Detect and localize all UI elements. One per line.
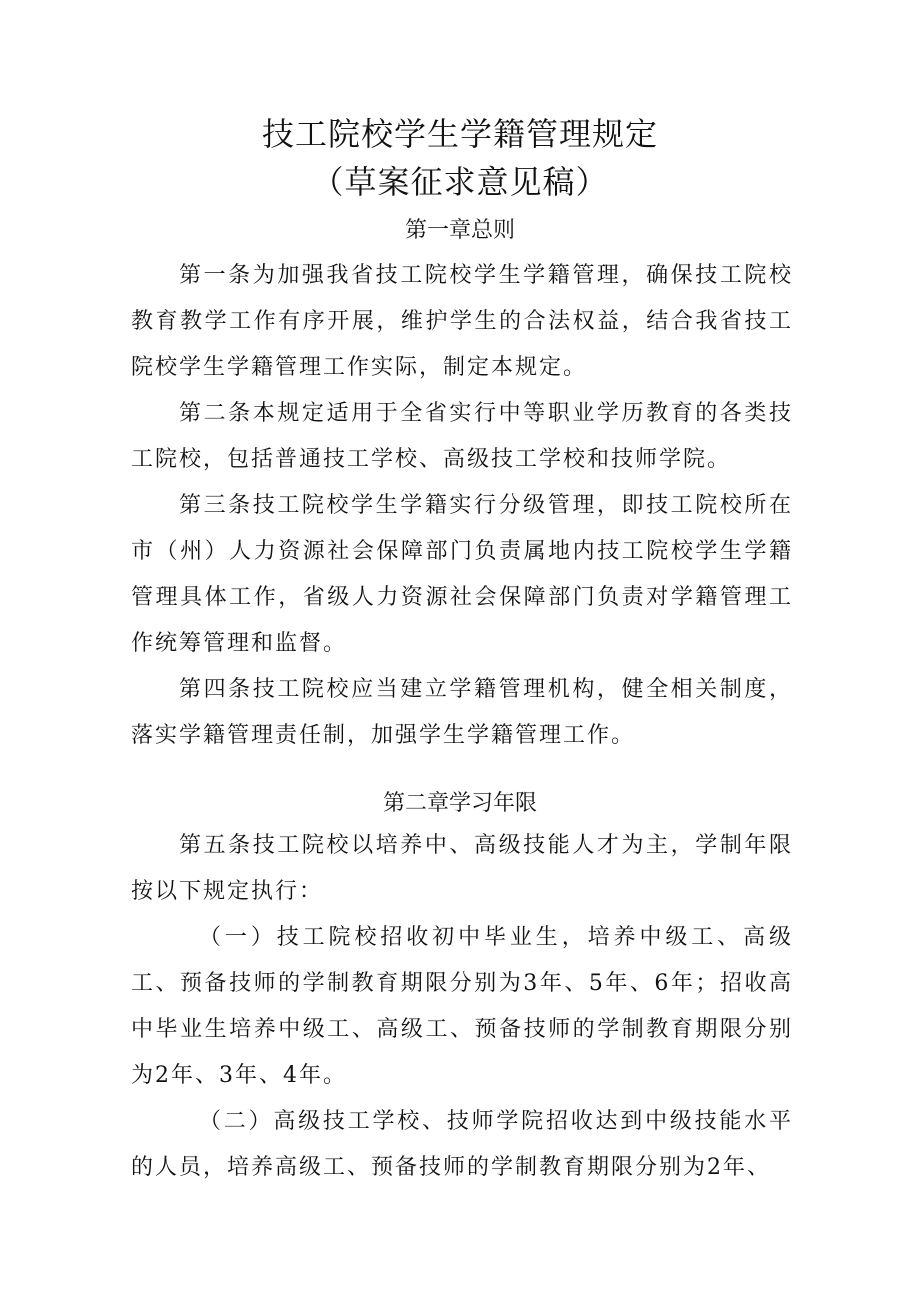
chapter-one-body [131, 253, 793, 759]
article-item: （一）技工院校招收初中毕业生，培养中级工、高级工、预备技师的学制教育期限分别为3年、5年、6年；招收高中毕业生培养中级工、高级工、预备技师的学制教育期限分别为2年、3年、4年。 [131, 925, 793, 1088]
chapter-heading: 第二章学习年限 [382, 791, 537, 816]
document-subtitle: （草案征求意见稿） [311, 163, 609, 201]
chapter-heading: 第一章总则 [404, 218, 515, 243]
article-paragraph: 第五条技工院校以培养中、高级技能人才为主，学制年限按以下规定执行： [131, 833, 793, 904]
chapter-two-body [131, 823, 793, 1191]
article-paragraph: 第四条技工院校应当建立学籍管理机构，健全相关制度，落实学籍管理责任制，加强学生学籍管理工作。 [131, 677, 793, 748]
article-paragraph: 第三条技工院校学生学籍实行分级管理，即技工院校所在市（州）人力资源社会保障部门负责属地内技工院校学生学籍管理具体工作，省级人力资源社会保障部门负责对学籍管理工作统筹管理和监督。 [131, 493, 793, 656]
article-paragraph: 第二条本规定适用于全省实行中等职业学历教育的各类技工院校，包括普通技工学校、高级技工学校和技师学院。 [131, 401, 793, 472]
article-paragraph: 第一条为加强我省技工院校学生学籍管理，确保技工院校教育教学工作有序开展，维护学生的合法权益，结合我省技工院校学生学籍管理工作实际，制定本规定。 [131, 263, 793, 380]
article-item: （二）高级技工学校、技师学院招收达到中级技能水平的人员，培养高级工、预备技师的学制教育期限分别为2年、 [131, 1109, 793, 1180]
document-title: 技工院校学生学籍管理规定 [261, 115, 658, 153]
